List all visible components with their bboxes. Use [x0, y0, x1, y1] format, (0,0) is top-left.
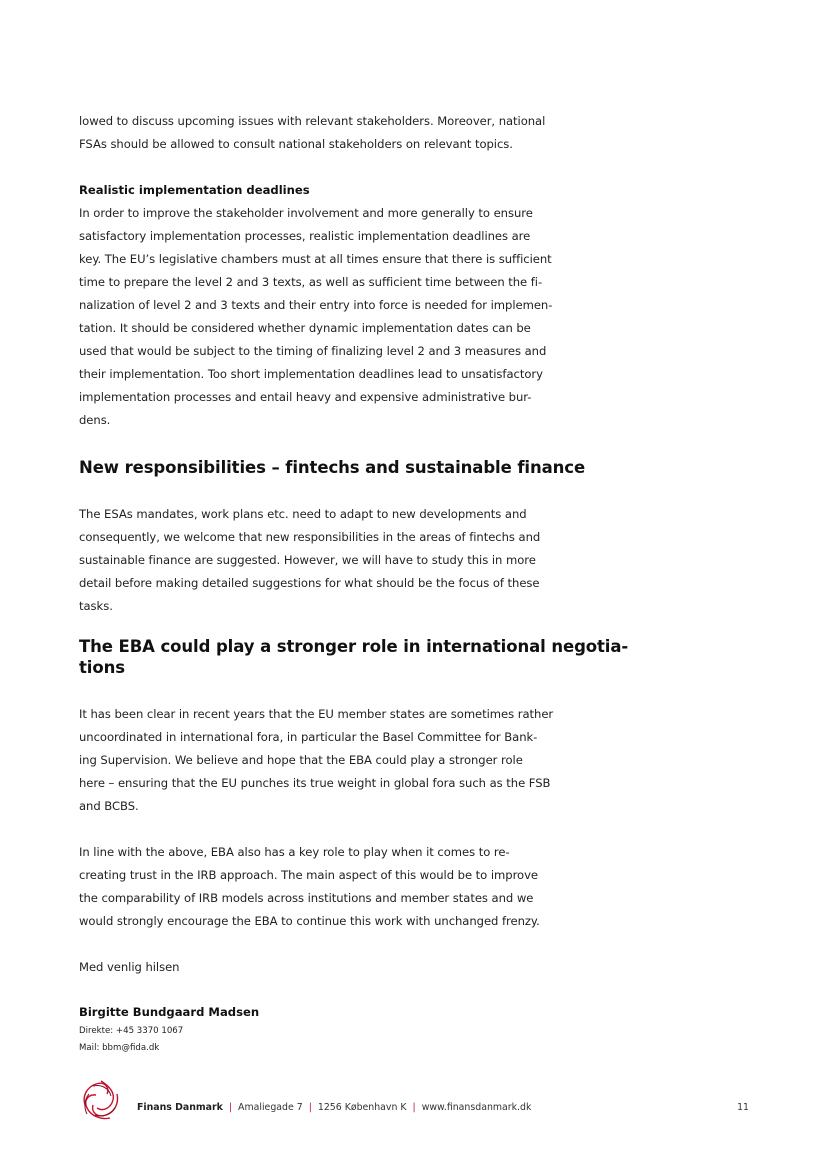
footer-contact-line	[137, 1102, 531, 1113]
signature-block	[79, 1005, 574, 1057]
footer-separator: |	[308, 1102, 312, 1113]
deadlines-subheading: Realistic implementation deadlines	[79, 183, 310, 197]
deadlines-line: time to prepare the level 2 and 3 texts, as well as sufficient time between the fi-	[79, 275, 543, 289]
eba-heading-wrap	[79, 636, 639, 678]
footer-city: 1256 København K	[317, 1102, 407, 1113]
intro-line: FSAs should be allowed to consult national stakeholders on relevant topics.	[79, 137, 513, 151]
deadlines-line: dens.	[79, 413, 111, 427]
eba1-line: and BCBS.	[79, 799, 139, 813]
deadlines-line: implementation processes and entail heavy and expensive administrative bur-	[79, 390, 532, 404]
new-resp-line: tasks.	[79, 599, 113, 613]
closing-wrap	[79, 956, 574, 979]
deadlines-line: tation. It should be considered whether dynamic implementation dates can be	[79, 321, 531, 335]
eba-heading	[79, 636, 639, 678]
new-responsibilities-heading-wrap	[79, 457, 639, 478]
deadlines-line: In order to improve the stakeholder involvement and more generally to ensure	[79, 206, 533, 220]
eba2-line: would strongly encourage the EBA to continue this work with unchanged frenzy.	[79, 914, 540, 928]
eba-paragraph-2	[79, 841, 574, 933]
new-resp-line: consequently, we welcome that new responsibilities in the areas of fintechs and	[79, 530, 541, 544]
eba1-line: ing Supervision. We believe and hope that the EBA could play a stronger role	[79, 753, 523, 767]
eba-heading-line: The EBA could play a stronger role in international negotia-	[79, 637, 629, 656]
closing-greeting: Med venlig hilsen	[79, 960, 180, 974]
intro-paragraph	[79, 110, 574, 156]
signature-name: Birgitte Bundgaard Madsen	[79, 1005, 260, 1019]
deadlines-line: nalization of level 2 and 3 texts and their entry into force is needed for implemen-	[79, 298, 553, 312]
footer-org: Finans Danmark	[137, 1102, 223, 1113]
signature-phone: Direkte: +45 3370 1067	[79, 1026, 184, 1036]
eba2-line: the comparability of IRB models across institutions and member states and we	[79, 891, 534, 905]
eba1-line: It has been clear in recent years that the EU member states are sometimes rather	[79, 707, 554, 721]
footer-website-link[interactable]: www.finansdanmark.dk	[421, 1102, 532, 1113]
deadlines-section	[79, 179, 574, 432]
eba1-line: here – ensuring that the EU punches its true weight in global fora such as the FSB	[79, 776, 551, 790]
new-responsibilities-paragraph	[79, 503, 574, 618]
intro-line: lowed to discuss upcoming issues with relevant stakeholders. Moreover, national	[79, 114, 546, 128]
footer-separator: |	[412, 1102, 416, 1113]
deadlines-line: key. The EU’s legislative chambers must at all times ensure that there is sufficient	[79, 252, 552, 266]
new-resp-line: sustainable finance are suggested. However, we will have to study this in more	[79, 553, 536, 567]
page-footer	[79, 1078, 759, 1122]
deadlines-line: used that would be subject to the timing of finalizing level 2 and 3 measures and	[79, 344, 547, 358]
footer-address: Amaliegade 7	[238, 1102, 303, 1113]
new-resp-line: detail before making detailed suggestions for what should be the focus of these	[79, 576, 540, 590]
page-number: 11	[737, 1102, 749, 1113]
signature-mail: Mail: bbm@fida.dk	[79, 1043, 160, 1053]
eba2-line: In line with the above, EBA also has a key role to play when it comes to re-	[79, 845, 510, 859]
deadlines-line: their implementation. Too short implementation deadlines lead to unsatisfactory	[79, 367, 543, 381]
eba2-line: creating trust in the IRB approach. The main aspect of this would be to improve	[79, 868, 538, 882]
deadlines-line: satisfactory implementation processes, realistic implementation deadlines are	[79, 229, 531, 243]
eba-paragraph-1	[79, 703, 574, 818]
new-resp-line: The ESAs mandates, work plans etc. need to adapt to new developments and	[79, 507, 527, 521]
footer-separator: |	[228, 1102, 233, 1113]
eba1-line: uncoordinated in international fora, in particular the Basel Committee for Bank-	[79, 730, 538, 744]
eba-heading-line: tions	[79, 658, 125, 677]
finans-danmark-logo-icon	[79, 1078, 123, 1122]
new-responsibilities-heading: New responsibilities – fintechs and sustainable finance	[79, 458, 586, 477]
